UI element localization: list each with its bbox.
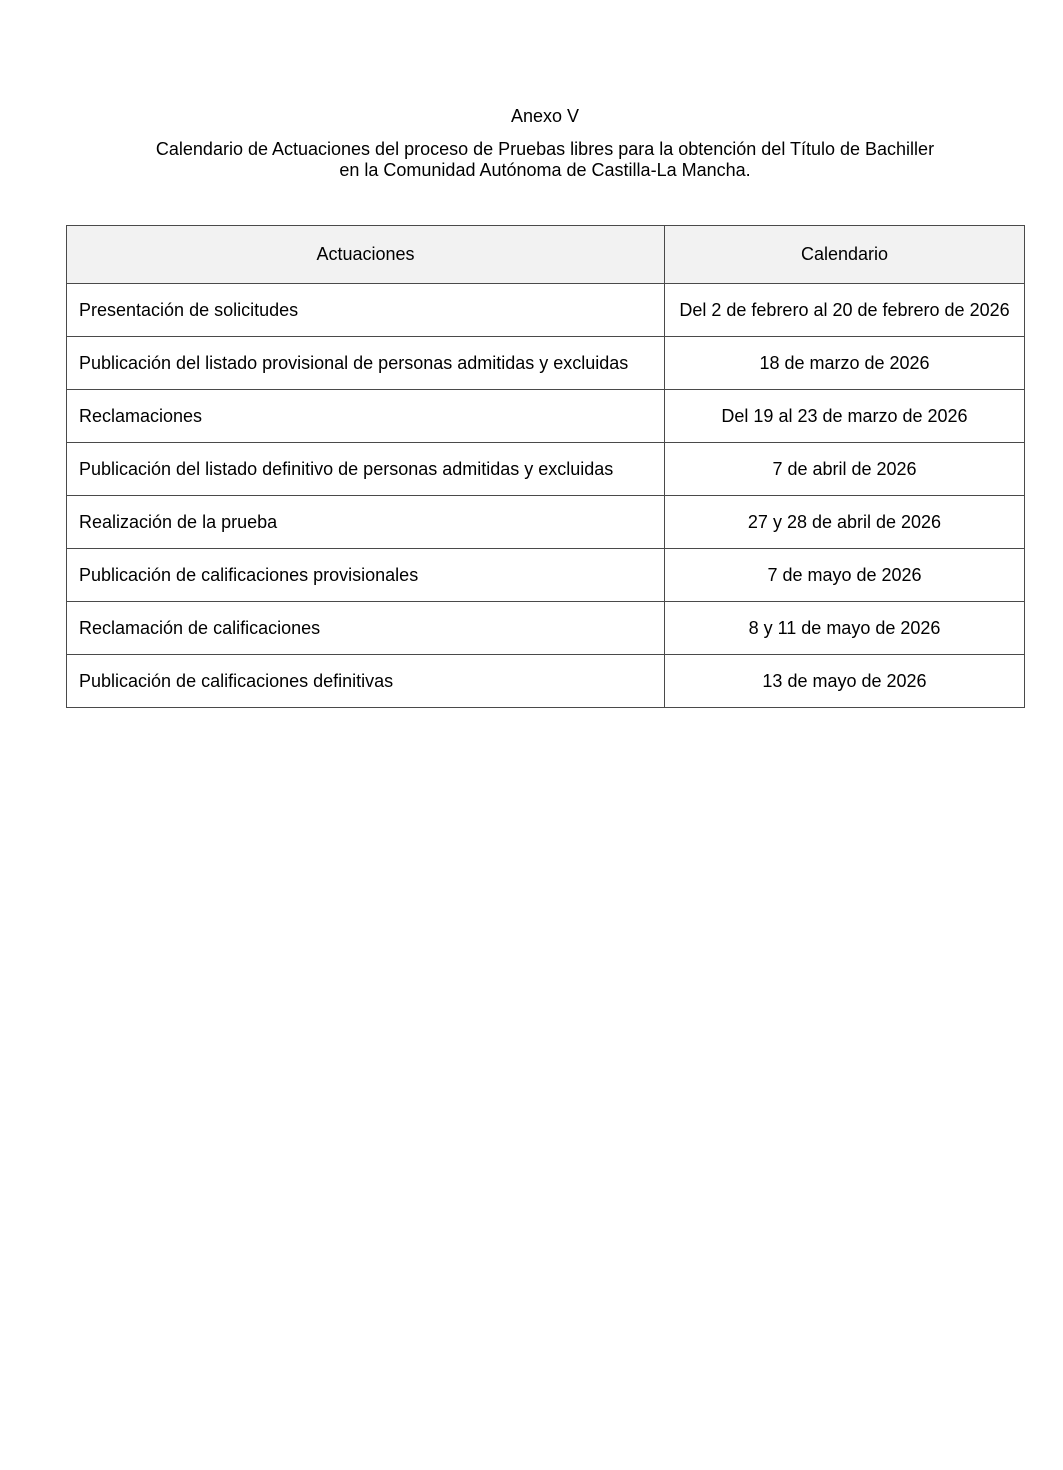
table-row [67, 284, 1025, 337]
table-row [67, 496, 1025, 549]
document-heading [0, 139, 1063, 181]
heading-line-2: en la Comunidad Autónoma de Castilla-La Mancha. [339, 160, 751, 180]
date-cell: 7 de abril de 2026 [665, 443, 1025, 496]
action-cell: Realización de la prueba [67, 496, 665, 549]
date-cell: Del 2 de febrero al 20 de febrero de 2026 [665, 284, 1025, 337]
date-cell: Del 19 al 23 de marzo de 2026 [665, 390, 1025, 443]
action-cell: Reclamaciones [67, 390, 665, 443]
table-row [67, 337, 1025, 390]
header-actuaciones: Actuaciones [67, 226, 665, 284]
date-cell: 13 de mayo de 2026 [665, 655, 1025, 708]
annex-title: Anexo V [510, 106, 580, 126]
date-cell: 8 y 11 de mayo de 2026 [665, 602, 1025, 655]
table-row [67, 390, 1025, 443]
action-cell: Publicación de calificaciones provisionales [67, 549, 665, 602]
date-cell: 7 de mayo de 2026 [665, 549, 1025, 602]
table-row [67, 602, 1025, 655]
action-cell: Publicación de calificaciones definitivas [67, 655, 665, 708]
table-row [67, 655, 1025, 708]
action-cell: Presentación de solicitudes [67, 284, 665, 337]
action-cell: Publicación del listado provisional de personas admitidas y excluidas [67, 337, 665, 390]
table-row [67, 549, 1025, 602]
table-header-row [67, 226, 1025, 284]
date-cell: 27 y 28 de abril de 2026 [665, 496, 1025, 549]
header-calendario: Calendario [665, 226, 1025, 284]
heading-line-1: Calendario de Actuaciones del proceso de Pruebas libres para la obtención del Título de Bachiller [155, 139, 935, 159]
action-cell: Reclamación de calificaciones [67, 602, 665, 655]
action-cell: Publicación del listado definitivo de personas admitidas y excluidas [67, 443, 665, 496]
table-row [67, 443, 1025, 496]
date-cell: 18 de marzo de 2026 [665, 337, 1025, 390]
calendar-table [66, 225, 1025, 708]
